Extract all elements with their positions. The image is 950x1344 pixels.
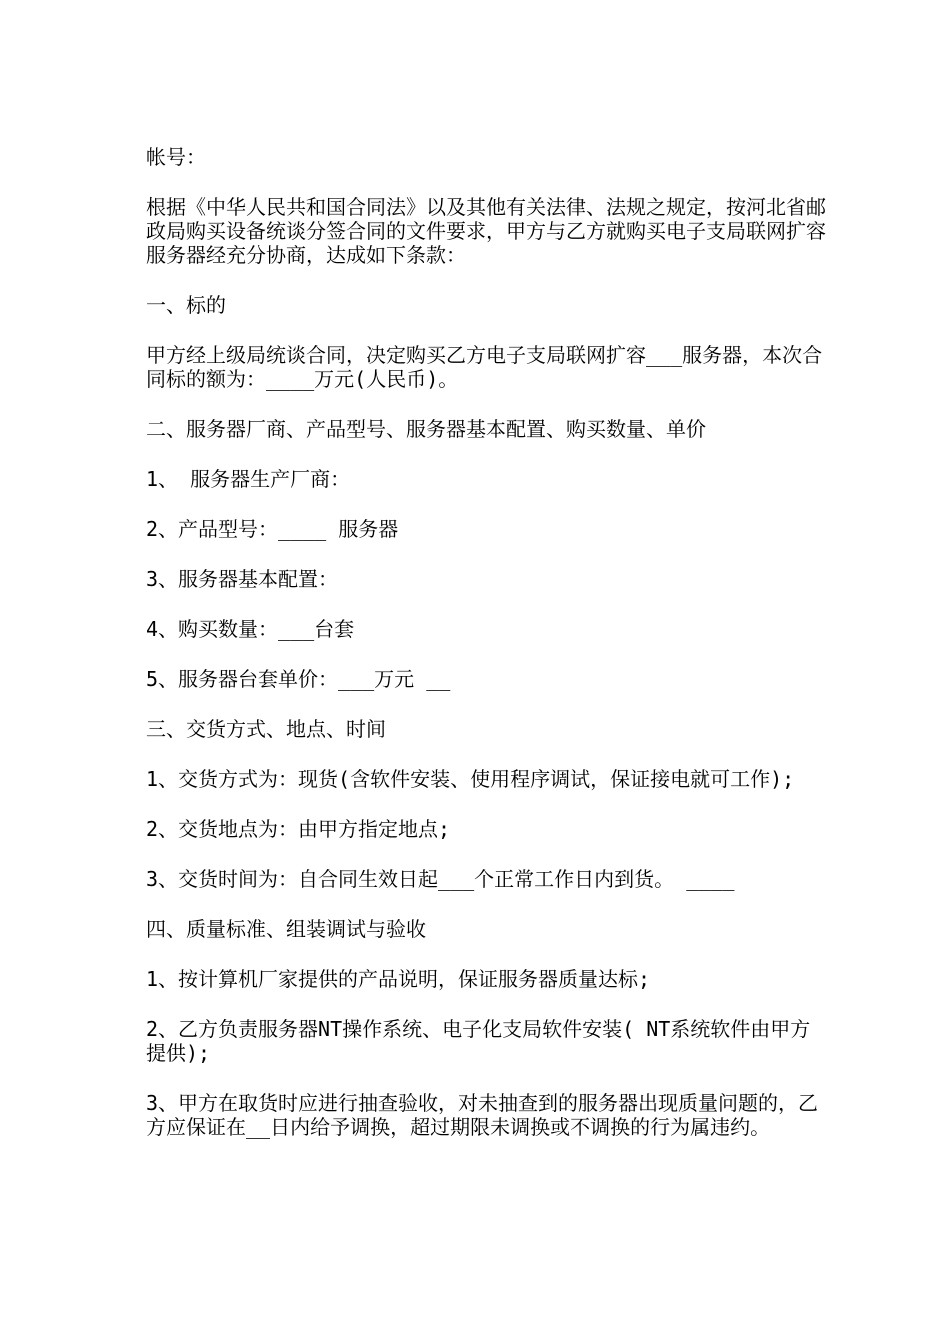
acceptance-inspection: 3、甲方在取货时应进行抽查验收，对未抽查到的服务器出现质量问题的，乙方应保证在__日内给予调换，超过期限未调换或不调换的行为属违约。 bbox=[146, 1091, 819, 1139]
delivery-time: 3、交货时间为：自合同生效日起___个正常工作日内到货。 ____ bbox=[146, 867, 735, 891]
item-unit-price: 5、服务器台套单价：___万元 __ bbox=[146, 667, 451, 691]
contract-body bbox=[146, 145, 826, 1165]
section-heading-subject: 一、标的 bbox=[146, 293, 226, 317]
section-heading-quality: 四、质量标准、组装调试与验收 bbox=[146, 917, 426, 941]
intro-paragraph: 根据《中华人民共和国合同法》以及其他有关法律、法规之规定，按河北省邮政局购买设备统谈分签合同的文件要求，甲方与乙方就购买电子支局联网扩容服务器经充分协商，达成如下条款： bbox=[146, 195, 826, 267]
item-configuration: 3、服务器基本配置： bbox=[146, 567, 339, 591]
item-quantity: 4、购买数量：___台套 bbox=[146, 617, 355, 641]
delivery-location: 2、交货地点为：由甲方指定地点; bbox=[146, 817, 451, 841]
delivery-method: 1、交货方式为：现货(含软件安装、使用程序调试，保证接电就可工作); bbox=[146, 767, 795, 791]
quality-standard: 1、按计算机厂家提供的产品说明，保证服务器质量达标; bbox=[146, 967, 651, 991]
subject-paragraph: 甲方经上级局统谈合同，决定购买乙方电子支局联网扩容___服务器，本次合同标的额为：____万元(人民币)。 bbox=[146, 343, 823, 391]
section-heading-server-details: 二、服务器厂商、产品型号、服务器基本配置、购买数量、单价 bbox=[146, 417, 706, 441]
account-line: 帐号： bbox=[146, 145, 206, 169]
software-installation: 2、乙方负责服务器NT操作系统、电子化支局软件安装( NT系统软件由甲方提供); bbox=[146, 1017, 811, 1065]
section-heading-delivery: 三、交货方式、地点、时间 bbox=[146, 717, 386, 741]
item-manufacturer: 1、 服务器生产厂商： bbox=[146, 467, 351, 491]
item-model: 2、产品型号：____ 服务器 bbox=[146, 517, 399, 541]
